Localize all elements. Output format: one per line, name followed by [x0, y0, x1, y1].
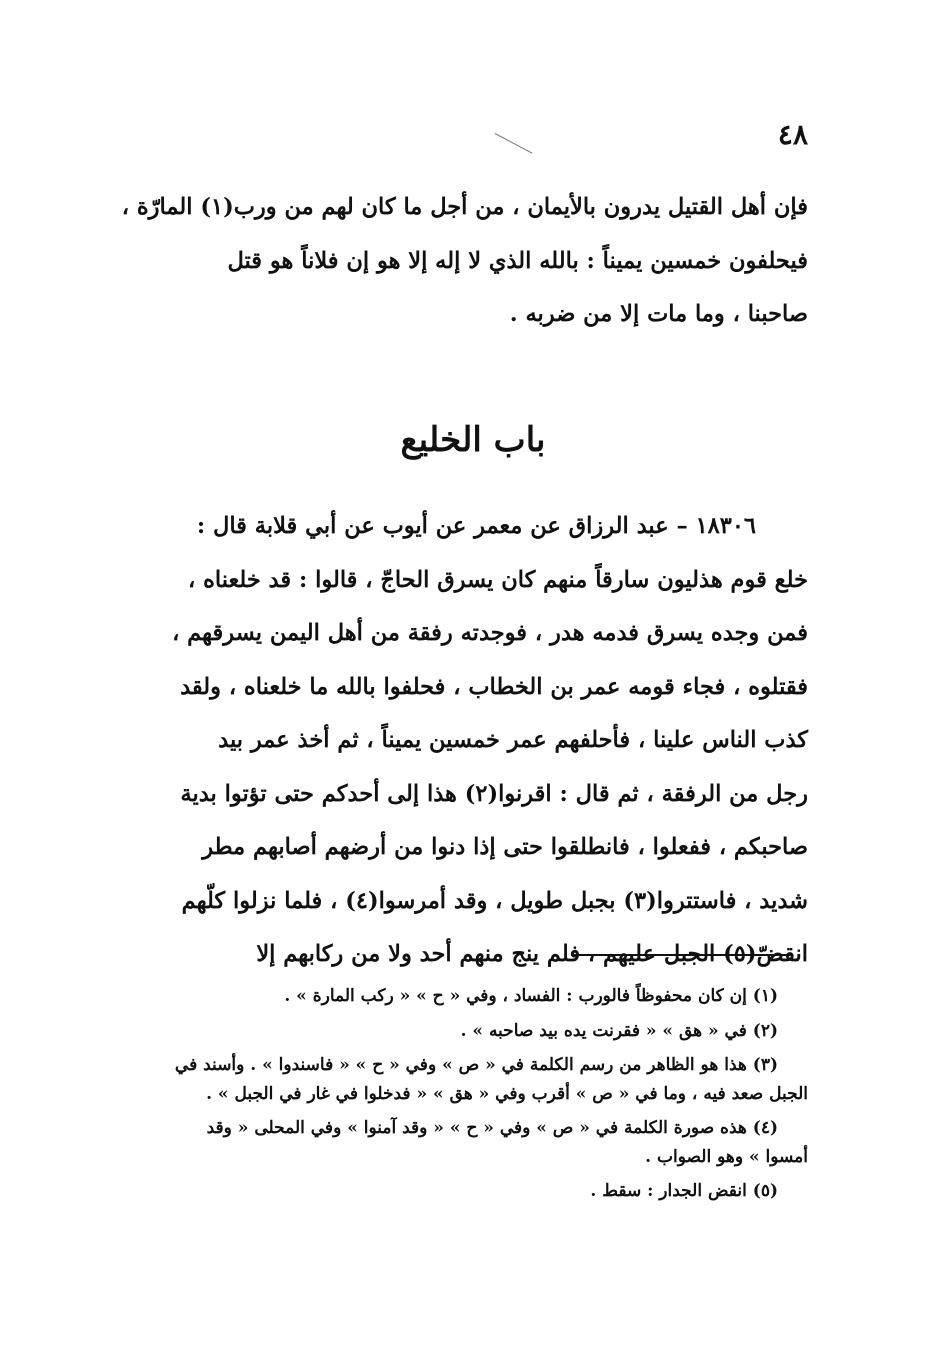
footnotes: [132, 982, 808, 1206]
footnote-2: [132, 1017, 808, 1046]
text-line: كذب الناس علينا ، فأحلفهم عمر خمسين يميناً ، ثم أخذ عمر بيد: [218, 727, 808, 753]
text-line: ١٨٣٠٦ – عبد الرزاق عن معمر عن أيوب عن أبي قلابة قال :: [196, 513, 756, 539]
footnote-line: (٢) في « هق » « فقرنت يده بيد صاحبه » .: [460, 1020, 778, 1041]
text-line: شديد ، فاستتروا(٣) بجبل طويل ، وقد أمرسوا(٤) ، فلما نزلوا كلّهم: [181, 887, 808, 914]
text-line: فإن أهل القتيل يدرون بالأيمان ، من أجل ما كان لهم من ورب(١) المارّة ،: [121, 194, 808, 220]
page-number: ٤٨: [777, 118, 808, 151]
footnote-divider: [571, 954, 793, 956]
text-line: فقتلوه ، فجاء قومه عمر بن الخطاب ، فحلفوا بالله ما خلعناه ، ولقد: [180, 673, 808, 700]
footnote-4: [132, 1114, 808, 1171]
text-line: فيحلفون خمسين يميناً : بالله الذي لا إله إلا هو إن فلاناً هو قتل: [227, 247, 808, 274]
footnote-line: (٥) انقض الجدار : سقط .: [590, 1181, 778, 1201]
footnote-line: الجبل صعد فيه ، وما في « ص » أقرب وفي « هق » « فدخلوا في غار في الجبل » .: [206, 1083, 808, 1104]
chapter-title: باب الخليع: [400, 420, 546, 460]
scan-artifact-mark: [495, 133, 533, 154]
footnote-line: أمسوا » وهو الصواب .: [645, 1146, 808, 1167]
footnote-line: (١) إن كان محفوظاً فالورب : الفساد ، وفي « ح » « ركب المارة » .: [284, 986, 778, 1006]
text-line: خلع قوم هذليون سارقاً منهم كان يسرق الحاجّ ، قالوا : قد خلعناه ،: [187, 566, 808, 593]
footnote-3: [132, 1051, 808, 1108]
footnote-5: [132, 1177, 808, 1206]
hadith-paragraph: [132, 500, 808, 982]
intro-paragraph: [121, 181, 808, 342]
text-line: صاحبكم ، ففعلوا ، فانطلقوا حتى إذا دنوا من أرضهم أصابهم مطر: [202, 834, 808, 860]
footnote-1: [132, 982, 808, 1011]
text-line: انقضّ(٥) الجبل عليهم ، فلم ينج منهم أحد ولا من ركابهم إلا: [256, 941, 808, 967]
text-line: صاحبنا ، وما مات إلا من ضربه .: [509, 301, 808, 327]
footnote-line: (٣) هذا هو الظاهر من رسم الكلمة في « ص » وفي « ح » « فاسندوا » . وأسند في: [174, 1055, 778, 1075]
text-line: رجل من الرفقة ، ثم قال : اقرنوا(٢) هذا إلى أحدكم حتى تؤتوا بدية: [180, 780, 808, 807]
text-line: فمن وجده يسرق فدمه هدر ، فوجدته رفقة من أهل اليمن يسرقهم ،: [172, 620, 808, 646]
footnote-line: (٤) هذه صورة الكلمة في « ص » وفي « ح » « وقد آمنوا » وفي المحلى « وقد: [206, 1118, 778, 1138]
